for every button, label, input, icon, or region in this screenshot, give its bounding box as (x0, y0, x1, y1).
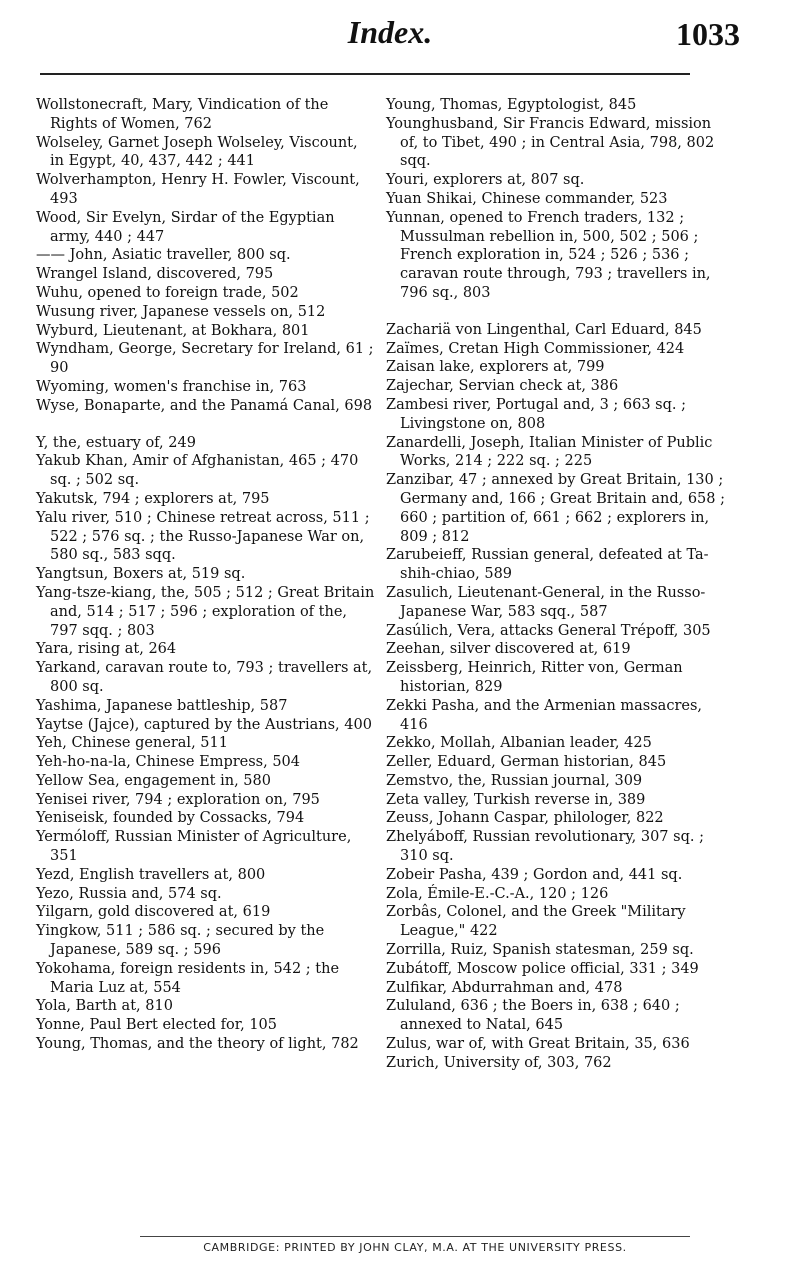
index-entry: Yarkand, caravan route to, 793 ; travellers at, 800 sq. (36, 660, 373, 695)
index-entry: Zasulich, Lieutenant-General, in the Russo-Japanese War, 583 sqq., 587 (386, 584, 706, 620)
index-entry: Zekki Pasha, and the Armenian massacres, 416 (386, 697, 703, 733)
index-column-left (36, 96, 376, 1054)
index-entry: Yermóloff, Russian Minister of Agriculture, 351 (36, 829, 352, 865)
index-entry: Wyoming, women's franchise in, 763 (36, 378, 307, 395)
index-entry: Wollstonecraft, Mary, Vindication of the Rights of Women, 762 (36, 97, 329, 132)
index-entry: Zulfikar, Abdurrahman and, 478 (386, 979, 623, 996)
index-column-right (386, 96, 726, 1073)
index-entry: Yangtsun, Boxers at, 519 sq. (36, 566, 246, 583)
index-entry: Yeh-ho-na-la, Chinese Empress, 504 (36, 754, 301, 771)
index-entry: Yingkow, 511 ; 586 sq. ; secured by the Japanese, 589 sq. ; 596 (36, 923, 325, 959)
index-entry: Y, the, estuary of, 249 (36, 434, 196, 451)
index-entry: Yunnan, opened to French traders, 132 ; Mussulman rebellion in, 500, 502 ; 506 ; French exploration in, 524 ; 526 ; 536 ; caravan route through, 793 ; travellers in, 796 sq., 803 (386, 209, 711, 301)
index-entry: Wyndham, George, Secretary for Ireland, 61 ; 90 (36, 341, 374, 377)
index-entry: Young, Thomas, and the theory of light, 782 (36, 1036, 359, 1053)
index-entry: Zasúlich, Vera, attacks General Trépoff, 305 (386, 622, 711, 639)
index-entry: Zanardelli, Joseph, Italian Minister of Public Works, 214 ; 222 sq. ; 225 (386, 434, 713, 470)
page-header (40, 14, 740, 70)
index-entry: Yellow Sea, engagement in, 580 (36, 772, 271, 789)
index-entry: Zajechar, Servian check at, 386 (386, 378, 619, 395)
index-entry: Zhelyáboff, Russian revolutionary, 307 sq. ; 310 sq. (386, 829, 704, 865)
index-entry: Yeh, Chinese general, 511 (36, 735, 228, 752)
index-entry: Zeller, Eduard, German historian, 845 (386, 754, 667, 771)
index-entry: Yenisei river, 794 ; exploration on, 795 (36, 791, 320, 808)
header-rule (40, 73, 690, 75)
index-entry: Wood, Sir Evelyn, Sirdar of the Egyptian army, 440 ; 447 (36, 209, 335, 245)
index-entry: Zeuss, Johann Caspar, philologer, 822 (386, 810, 664, 827)
index-entry: Zekko, Mollah, Albanian leader, 425 (386, 735, 652, 752)
index-entry: Wolverhampton, Henry H. Fowler, Viscount, 493 (36, 172, 360, 207)
index-entry: Wyse, Bonaparte, and the Panamá Canal, 698 (36, 397, 373, 414)
index-entry: Yara, rising at, 264 (36, 641, 177, 658)
page-number: 1033 (676, 16, 740, 52)
index-entry: Wuhu, opened to foreign trade, 502 (36, 284, 299, 301)
printer-imprint: CAMBRIDGE: PRINTED BY JOHN CLAY, M.A. AT THE UNIVERSITY PRESS. (140, 1236, 690, 1254)
index-entry: Yakutsk, 794 ; explorers at, 795 (36, 490, 270, 507)
index-entry: Yakub Khan, Amir of Afghanistan, 465 ; 470 sq. ; 502 sq. (36, 453, 359, 489)
index-entry: Zobeir Pasha, 439 ; Gordon and, 441 sq. (386, 866, 683, 883)
letter-group-gap (36, 416, 376, 434)
index-entry: Young, Thomas, Egyptologist, 845 (386, 97, 637, 113)
index-entry: Yokohama, foreign residents in, 542 ; the Maria Luz at, 554 (36, 960, 340, 996)
index-entry: Yashima, Japanese battleship, 587 (36, 697, 288, 714)
index-entry: Zemstvo, the, Russian journal, 309 (386, 772, 643, 789)
index-entry: Yalu river, 510 ; Chinese retreat across, 511 ; 522 ; 576 sq. ; the Russo-Japanese War on, 580 sq., 583 sqq. (36, 509, 370, 564)
index-entry: Zorrilla, Ruiz, Spanish statesman, 259 sq. (386, 942, 694, 959)
index-entry: Wusung river, Japanese vessels on, 512 (36, 303, 326, 320)
index-entry: Yilgarn, gold discovered at, 619 (36, 904, 271, 921)
letter-group-gap (386, 303, 726, 321)
index-entry: Younghusband, Sir Francis Edward, mission of, to Tibet, 490 ; in Central Asia, 798, 802 sqq. (386, 115, 715, 170)
index-entry: Zurich, University of, 303, 762 (386, 1054, 612, 1071)
page-title: Index. (347, 14, 433, 50)
index-entry: Yezd, English travellers at, 800 (36, 866, 266, 883)
index-entry: Zachariä von Lingenthal, Carl Eduard, 845 (386, 321, 702, 338)
index-entry: Yang-tsze-kiang, the, 505 ; 512 ; Great Britain and, 514 ; 517 ; 596 ; exploration of the, 797 sqq. ; 803 (36, 584, 375, 639)
index-entry: Yaytse (Jajce), captured by the Austrians, 400 (36, 716, 372, 733)
index-entry: Yola, Barth at, 810 (36, 998, 173, 1015)
index-entry: Zubátoff, Moscow police official, 331 ; 349 (386, 960, 699, 977)
index-entry: Yonne, Paul Bert elected for, 105 (36, 1017, 278, 1034)
index-entry: Zulus, war of, with Great Britain, 35, 636 (386, 1036, 690, 1053)
index-entry: Wyburd, Lieutenant, at Bokhara, 801 (36, 322, 310, 339)
index-entry: Yuan Shikai, Chinese commander, 523 (386, 190, 668, 207)
index-entry: Zanzibar, 47 ; annexed by Great Britain, 130 ; Germany and, 166 ; Great Britain and, 658 ; 660 ; partition of, 661 ; 662 ; explorers in, 809 ; 812 (386, 472, 726, 545)
index-entry: Zola, Émile-E.-C.-A., 120 ; 126 (386, 885, 609, 902)
index-entry: Zululand, 636 ; the Boers in, 638 ; 640 ; annexed to Natal, 645 (386, 998, 680, 1034)
index-entry: Wrangel Island, discovered, 795 (36, 266, 274, 283)
index-entry: Yezo, Russia and, 574 sq. (36, 885, 222, 902)
index-entry: Youri, explorers at, 807 sq. (386, 172, 585, 189)
index-entry: Wolseley, Garnet Joseph Wolseley, Viscount, in Egypt, 40, 437, 442 ; 441 (36, 134, 358, 170)
index-entry: Zeissberg, Heinrich, Ritter von, German historian, 829 (386, 660, 683, 695)
index-entry: Zambesi river, Portugal and, 3 ; 663 sq. ; Livingstone on, 808 (386, 396, 687, 432)
index-entry: Zarubeieff, Russian general, defeated at Ta-shih-chiao, 589 (386, 547, 709, 583)
index-entry: Yeniseisk, founded by Cossacks, 794 (36, 810, 305, 827)
index-entry: Zaisan lake, explorers at, 799 (386, 359, 605, 376)
index-entry: Zeta valley, Turkish reverse in, 389 (386, 791, 646, 808)
index-entry: Zaïmes, Cretan High Commissioner, 424 (386, 340, 685, 357)
index-entry: Zorbâs, Colonel, and the Greek "Military League," 422 (386, 904, 686, 940)
index-entry: —— John, Asiatic traveller, 800 sq. (36, 247, 291, 264)
index-entry: Zeehan, silver discovered at, 619 (386, 641, 631, 658)
